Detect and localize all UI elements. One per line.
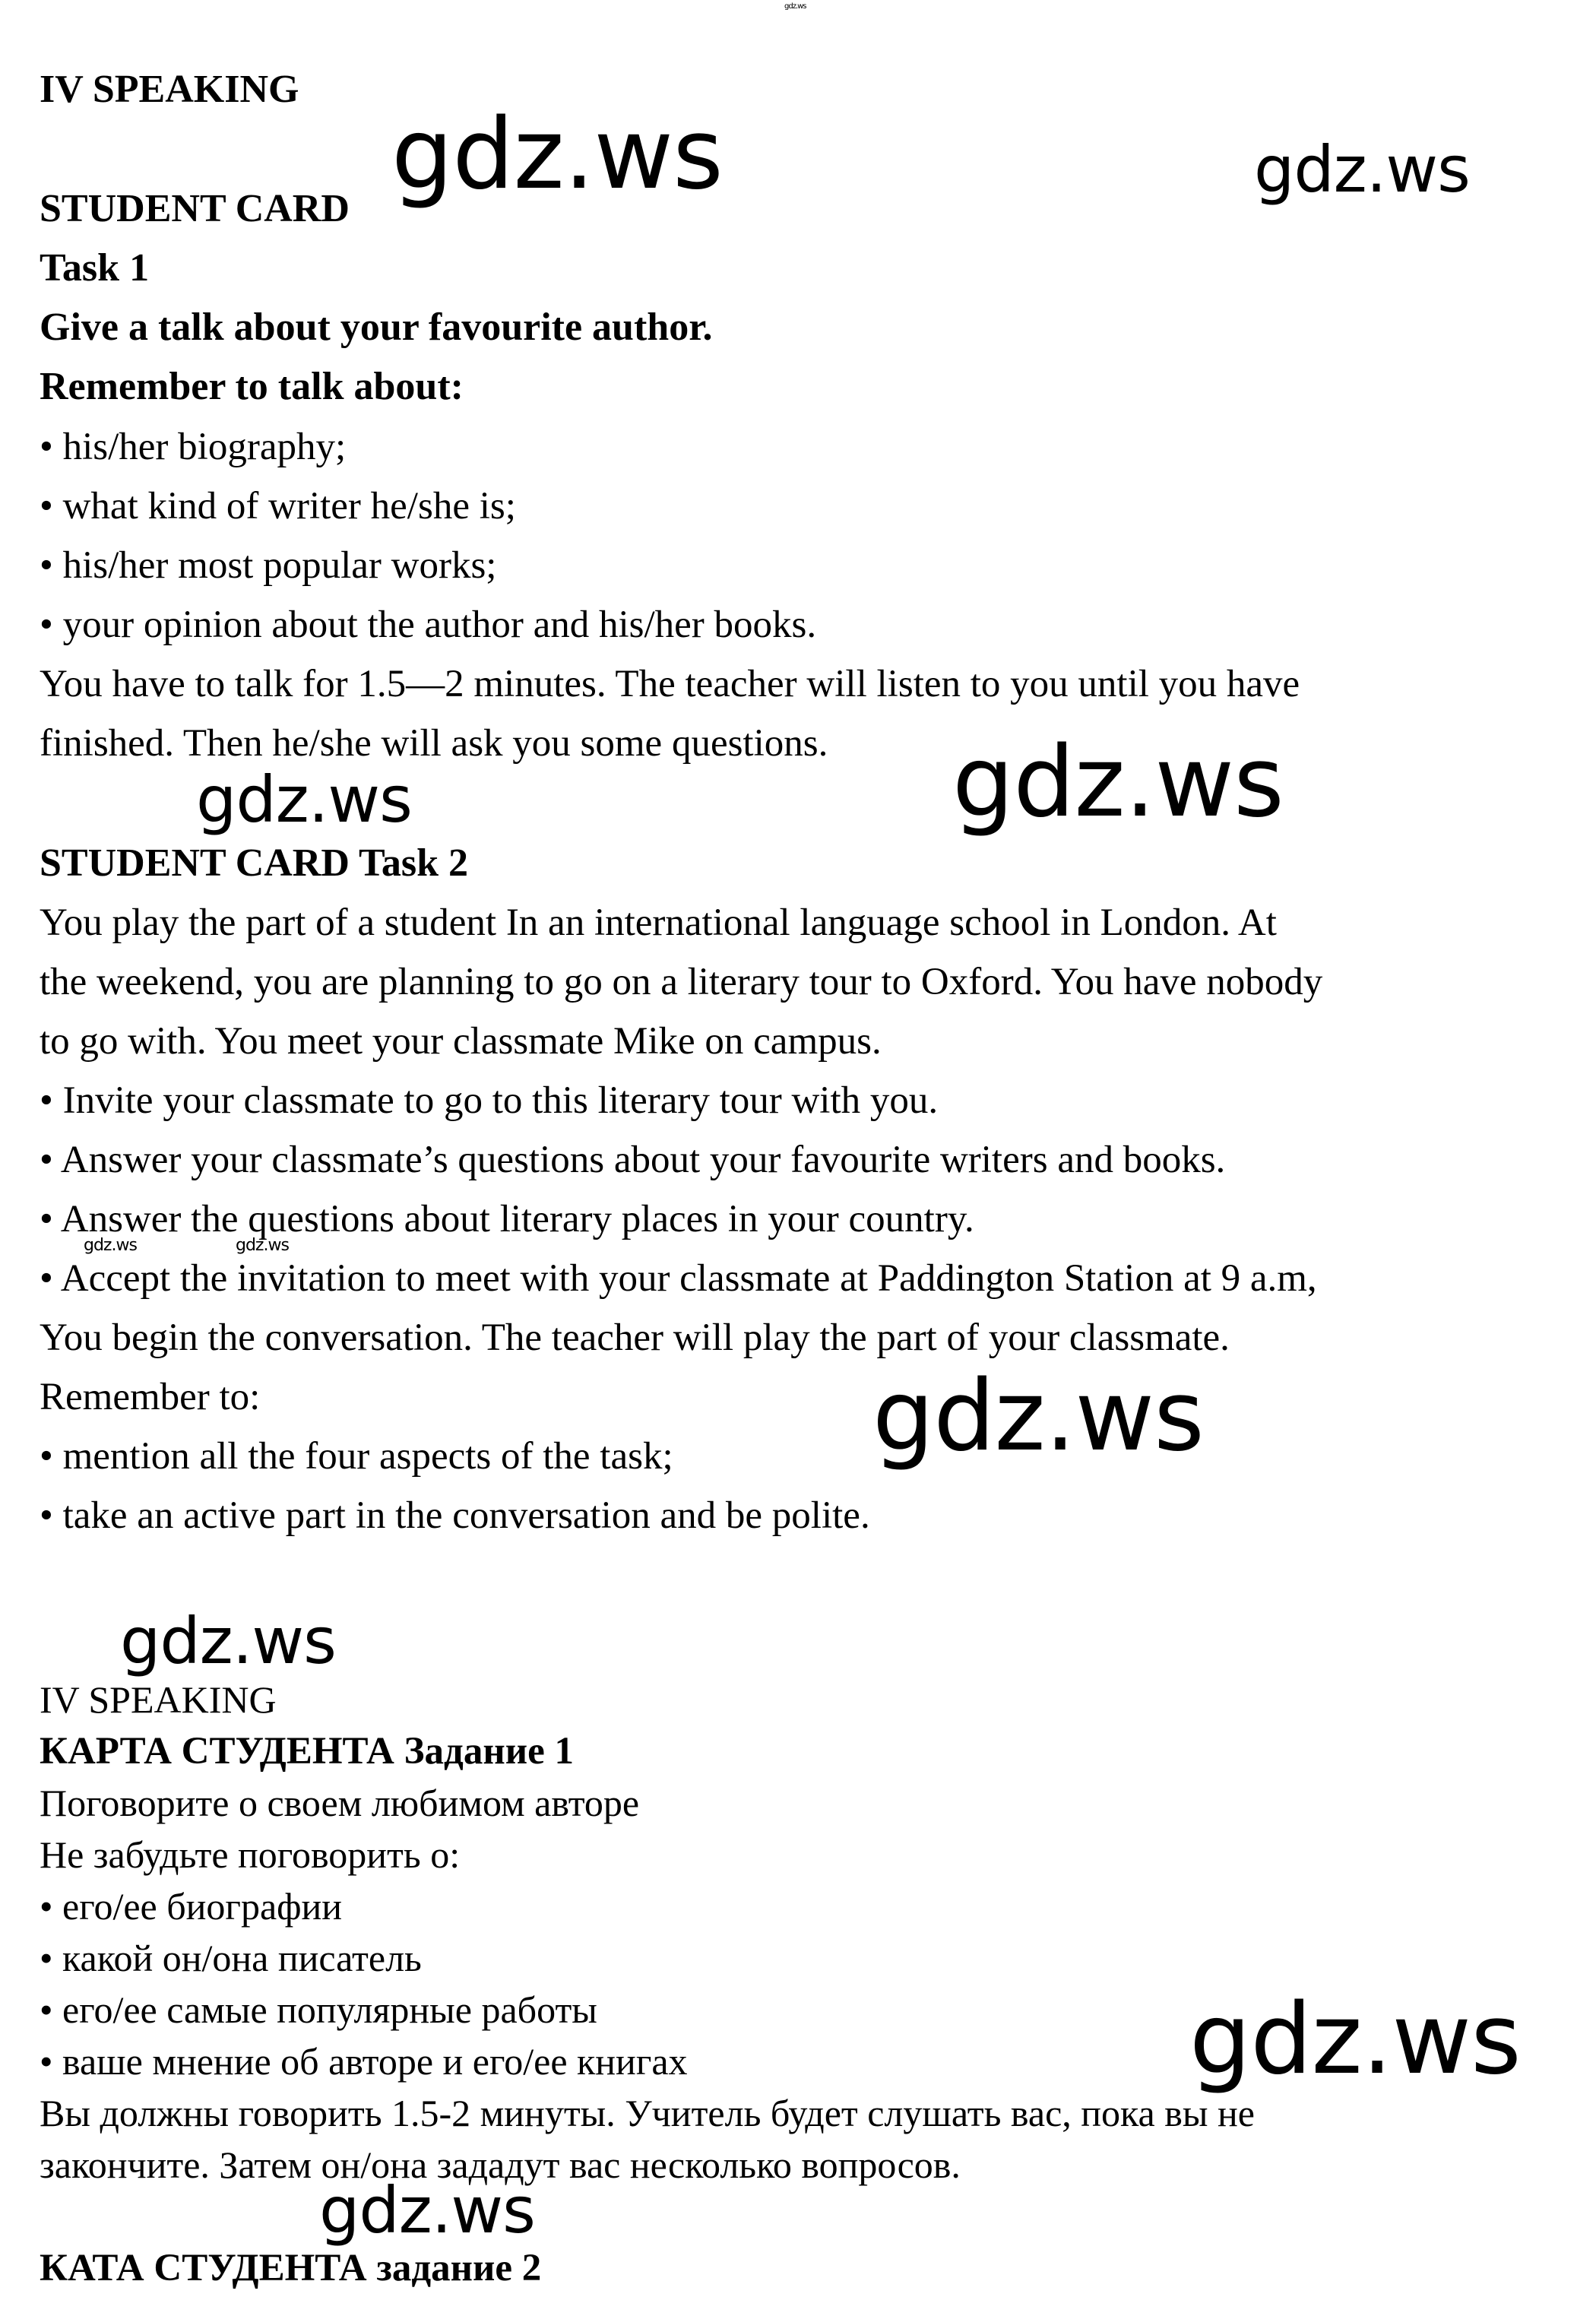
card1-instructions: finished. Then he/she will ask you some questions. [40, 722, 828, 765]
ru-card1-bullet: • его/ее самые популярные работы [40, 1988, 597, 2031]
card1-remember: Remember to talk about: [40, 365, 464, 408]
watermark: gdz.ws [84, 1236, 137, 1255]
watermark: gdz.ws [120, 1604, 336, 1678]
card2-bullet: • Invite your classmate to go to this literary tour with you. [40, 1079, 939, 1122]
card2-intro: the weekend, you are planning to go on a literary tour to Oxford. You have nobody [40, 961, 1323, 1003]
ru-card2-title: КАТА СТУДЕНТА задание 2 [40, 2247, 542, 2289]
ru-card1-bullet: • ваше мнение об авторе и его/ее книгах [40, 2040, 688, 2083]
card2-bullet: • Answer your classmate’s questions about your favourite writers and books. [40, 1139, 1226, 1181]
card2-remember: Remember to: [40, 1376, 261, 1418]
section-heading: IV SPEAKING [40, 68, 299, 111]
card2-title: STUDENT CARD Task 2 [40, 841, 469, 885]
ru-section-heading: IV SPEAKING [40, 1678, 277, 1721]
ru-card1-instructions: закончите. Затем он/она зададут вас несколько вопросов. [40, 2143, 961, 2186]
watermark: gdz.ws [391, 98, 723, 211]
watermark: gdz.ws [196, 762, 412, 837]
watermark: gdz.ws [1254, 132, 1470, 207]
ru-card1-bullet: • какой он/она писатель [40, 1937, 422, 1979]
ru-card1-remember: Не забудьте поговорить о: [40, 1833, 461, 1876]
watermark: gdz.ws [784, 2, 806, 11]
card1-bullet: • your opinion about the author and his/her books. [40, 604, 817, 646]
watermark: gdz.ws [872, 1360, 1204, 1473]
card2-bullet: • Accept the invitation to meet with your classmate at Paddington Station at 9 a.m, [40, 1257, 1317, 1300]
ru-card1-instructions: Вы должны говорить 1.5-2 минуты. Учитель будет слушать вас, пока вы не [40, 2092, 1255, 2134]
card2-intro: You play the part of a student In an international language school in London. At [40, 901, 1277, 944]
ru-card1-prompt: Поговорите о своем любимом авторе [40, 1782, 640, 1824]
card2-remember-bullet: • mention all the four aspects of the task; [40, 1435, 673, 1478]
card1-bullet: • what kind of writer he/she is; [40, 485, 516, 528]
watermark: gdz.ws [236, 1236, 289, 1255]
card1-prompt: Give a talk about your favourite author. [40, 306, 713, 349]
ru-card1-title: КАРТА СТУДЕНТА Задание 1 [40, 1730, 574, 1773]
card2-remember-bullet: • take an active part in the conversation and be polite. [40, 1494, 870, 1537]
card2-begin: You begin the conversation. The teacher will play the part of your classmate. [40, 1316, 1230, 1359]
card2-bullet: • Answer the questions about literary places in your country. [40, 1198, 974, 1240]
watermark: gdz.ws [1189, 1983, 1521, 2096]
card1-task: Task 1 [40, 246, 150, 290]
card1-bullet: • his/her biography; [40, 426, 347, 468]
card1-instructions: You have to talk for 1.5—2 minutes. The teacher will listen to you until you have [40, 663, 1300, 705]
ru-card1-bullet: • его/ее биографии [40, 1885, 343, 1928]
card1-bullet: • his/her most popular works; [40, 544, 497, 587]
card2-intro: to go with. You meet your classmate Mike on campus. [40, 1020, 882, 1063]
card1-title: STUDENT CARD [40, 187, 350, 230]
watermark: gdz.ws [952, 726, 1284, 839]
watermark: gdz.ws [319, 2173, 535, 2248]
